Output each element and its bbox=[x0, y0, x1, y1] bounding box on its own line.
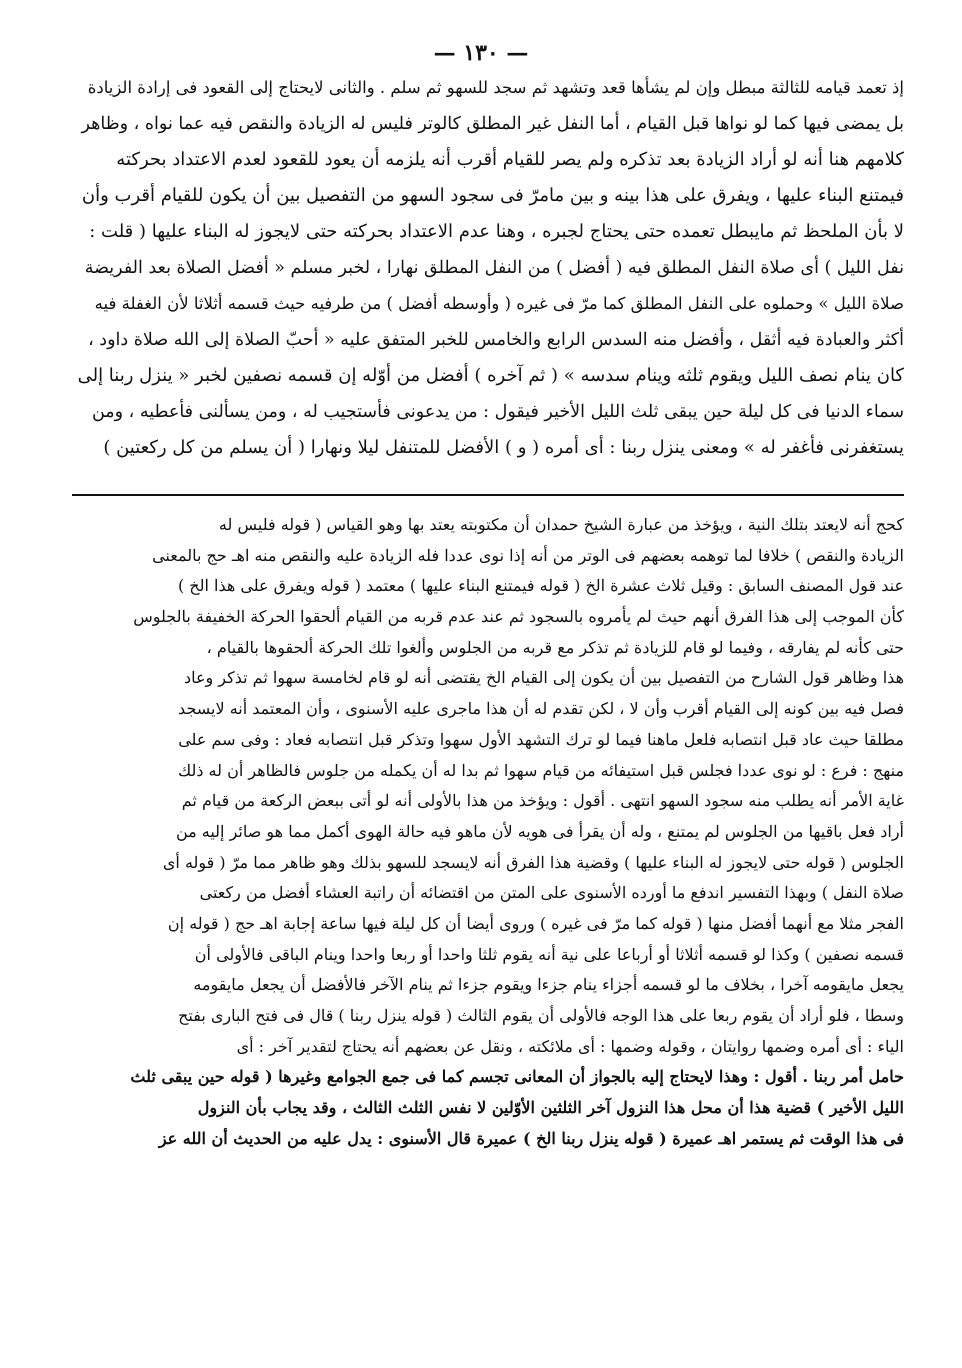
commentary-line: عند قول المصنف السابق : وقيل ثلاث عشرة الخ ( قوله فيمتنع البناء عليها ) معتمد ( قوله ويفرق على هذا الخ ) bbox=[177, 576, 904, 596]
commentary-line: أراد فعل باقيها من الجلوس لم يمتنع ، وله أن يقرأ فى هويه لأن ماهو فيه حالة الهوى أكمل مما هو صائر إليه من bbox=[175, 821, 904, 841]
commentary-line: هذا وظاهر قول الشارح من التفصيل بين أن يكون إلى القيام الخ يقتضى أنه لو قام لخامسة سهوا ثم تذكر وعاد bbox=[183, 668, 904, 688]
section-divider bbox=[72, 494, 904, 496]
commentary-line: مطلقا حيث عاد قبل انتصابه فلعل ماهنا فيما لو ترك التشهد الأول سهوا وتذكر قبل انتصابه فعاد : وفى سم على bbox=[178, 729, 904, 749]
commentary-line: فصل فيه بين كونه إلى القيام أقرب وأن لا ، لكن تقدم له أن هذا ماجرى عليه الأسنوى ، وأن المعتمد أنه لايسجد bbox=[178, 699, 904, 719]
commentary-line: وسطا ، فلو أراد أن يقوم ربعا على هذا الوجه فالأولى أن يقوم الثالث ( قوله ينزل ربنا ) قال فى فتح البارى بفتح bbox=[178, 1006, 904, 1025]
commentary-line: حتى كأنه لم يفارقه ، وفيما لو قام للزيادة ثم تذكر مع قربه من الجلوس وألغوا تلك الحركة ألحقوها بالقيام ، bbox=[206, 637, 904, 657]
main-text-line: بل يمضى فيها كما لو نواها قبل القيام ، أما النفل غير المطلق كالوتر فليس له الزيادة والنقص فيه عما نواه ، وظاهر bbox=[81, 114, 904, 134]
commentary-line: فى هذا الوقت ثم يستمر اهـ عميرة ( قوله ينزل ربنا الخ ) عميرة قال الأسنوى : يدل عليه من الحديث أن الله عز bbox=[158, 1128, 904, 1148]
commentary-line: قسمه نصفين ) وكذا لو قسمه أثلاثا أو أرباعا على نية أنه يقوم ثلثا واحدا أو ربعا واحدا وينام الباقى فالأولى أن bbox=[194, 944, 904, 964]
commentary-line: كأن الموجب إلى هذا الفرق أنهم حيث لم يأمروه بالسجود ثم عند عدم قربه من القيام ألحقوا الحركة الخفيفة بالجلوس bbox=[133, 607, 904, 627]
main-text-line: كلامهم هنا أنه لو أراد الزيادة بعد تذكره ولم يصر للقيام أقرب أنه يلزمه أن يعود للقعود لعدم الاعتداد بحركته bbox=[116, 149, 904, 170]
commentary-line: غاية الأمر أنه يطلب منه سجود السهو انتهى . أقول : ويؤخذ من هذا بالأولى أنه لو أتى ببعض الركعة من قيام ثم bbox=[181, 791, 904, 811]
commentary-line: الياء : أى أمره وضمها روايتان ، وقوله وضمها : أى ملائكته ، ونقل عن بعضهم أنه يحتاج لتقدير آخر : أى bbox=[236, 1036, 904, 1056]
main-text-line: كان ينام نصف الليل ويقوم ثلثه وينام سدسه » ( ثم آخره ) أفضل من أوّله إن قسمه نصفين لخبر « ينزل ربنا إلى bbox=[77, 365, 904, 386]
main-text-line: يستغفرنى فأغفر له » ومعنى ينزل ربنا : أى أمره ( و ) الأفضل للمتنفل ليلا ونهارا ( أن يسلم من كل ركعتين ) bbox=[103, 437, 904, 458]
main-text-line: سماء الدنيا فى كل ليلة حين يبقى ثلث الليل الأخير فيقول : من يدعونى فأستجيب له ، ومن يسألنى فأعطيه ، ومن bbox=[91, 402, 904, 422]
commentary-line: كحج أنه لايعتد بتلك النية ، ويؤخذ من عبارة الشيخ حمدان أن مكتوبته يعتد بها وهو القياس ( قوله فليس له bbox=[218, 515, 904, 534]
commentary-line: الفجر مثلا مع أنهما أفضل منها ( قوله كما مرّ فى غيره ) وروى أيضا أن كل ليلة فيها ساعة إجابة اهـ حج ( قوله إن bbox=[167, 913, 904, 933]
main-text-line: أكثر والعبادة فيه أثقل ، وأفضل منه السدس الرابع والخامس للخبر المتفق عليه « أحبّ الصلاة إلى الله صلاة داود ، bbox=[88, 330, 904, 350]
commentary-line: حامل أمر ربنا . أقول : وهذا لايحتاج إليه بالجواز أن المعانى تجسم كما فى جمع الجوامع وغيرها ( قوله حين يبقى ثلث bbox=[130, 1067, 904, 1087]
commentary-block bbox=[72, 510, 904, 1154]
commentary-line: الجلوس ( قوله حتى لايجوز له البناء عليها ) وقضية هذا الفرق أنه لايسجد للسهو بذلك وهو ظاهر مما مرّ ( قوله أى bbox=[162, 852, 904, 872]
main-text-line: فيمتنع البناء عليها ، ويفرق على هذا بينه و بين مامرّ فى سجود السهو من التفصيل بين أن يكون للقيام أقرب وأن bbox=[81, 185, 904, 206]
main-text-line: نفل الليل ) أى صلاة النفل المطلق فيه ( أفضل ) من النفل المطلق نهارا ، لخبر مسلم « أفضل الصلاة بعد الفريضة bbox=[84, 258, 904, 278]
main-text-line: لا بأن الملحظ ثم مايبطل تعمده حتى يحتاج لجبره ، وهنا عدم الاعتداد بحركته حتى لايجوز له البناء عليها ( قلت : bbox=[89, 221, 904, 242]
commentary-line: صلاة النفل ) وبهذا التفسير اندفع ما أورده الأسنوى على المتن من اقتضائه أن راتبة العشاء أفضل من ركعتى bbox=[199, 883, 904, 903]
page-number: — ١٣٠ — bbox=[433, 40, 529, 66]
commentary-line: الزيادة والنقص ) خلافا لما توهمه بعضهم فى الوتر من أنه إذا نوى عددا فله الزيادة عليه والنقص منه اهـ حج بالمعنى bbox=[152, 545, 904, 565]
main-text-block bbox=[72, 70, 904, 466]
commentary-line: الليل الأخير ) قضية هذا أن محل هذا النزول آخر الثلثين الأوّلين لا نفس الثلث الثالث ، وقد يجاب بأن النزول bbox=[197, 1098, 904, 1118]
commentary-line: منهج : فرع : لو نوى عددا فجلس قبل استيفائه من قيام سهوا ثم بدا له أن يكمله من جلوس فالظاهر أن له ذلك bbox=[177, 760, 904, 780]
main-text-line: إذ تعمد قيامه للثالثة مبطل وإن لم يشأها قعد وتشهد ثم سجد للسهو ثم سلم . والثانى لايحتاج إلى القعود فى إرادة الزيادة bbox=[87, 78, 904, 97]
commentary-line: يجعل مايقومه آخرا ، بخلاف ما لو قسمه أجزاء ينام جزءا ويقوم جزءا ثم ينام الآخر فالأفضل أن يجعل مايقومه bbox=[193, 975, 904, 995]
main-text-line: صلاة الليل » وحملوه على النفل المطلق كما مرّ فى غيره ( وأوسطه أفضل ) من طرفيه حيث قسمه أثلاثا لأن الغفلة فيه bbox=[94, 294, 904, 313]
